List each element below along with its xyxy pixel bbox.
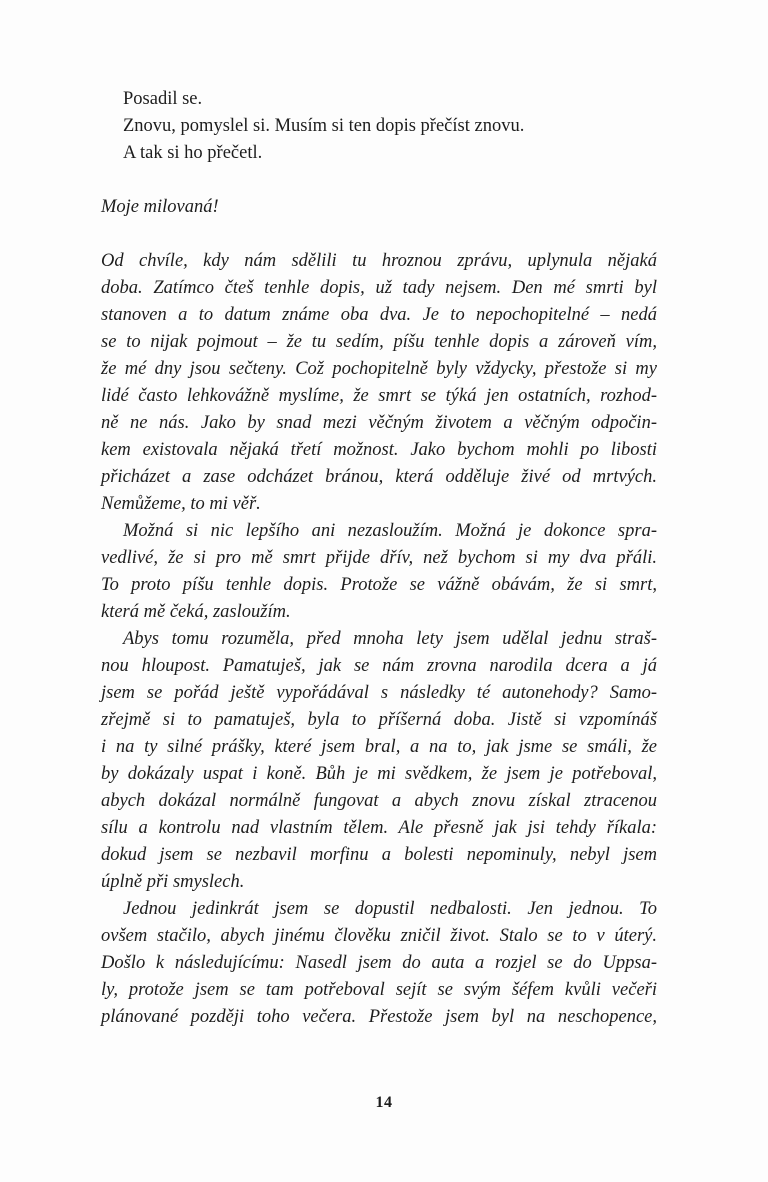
letter-line: se to nijak pojmout – že tu sedím, píšu tenhle dopis a zároveň vím, [101, 332, 657, 352]
letter-line: lidé často lehkovážně myslíme, že smrt se týká jen ostatních, rozhod- [101, 386, 657, 406]
letter-line: To proto píšu tenhle dopis. Protože se vážně obávám, že si smrt, [101, 575, 657, 595]
letter-line: by dokázaly uspat i koně. Bůh je mi svědkem, že jsem je potřeboval, [101, 764, 657, 784]
letter-line: Abys tomu rozuměla, před mnoha lety jsem udělal jednu straš- [123, 629, 657, 649]
letter-line: Došlo k následujícímu: Nasedl jsem do auta a rozjel se do Uppsa- [101, 953, 657, 973]
blank-line [101, 167, 657, 194]
letter-line: Možná si nic lepšího ani nezasloužím. Možná je dokonce spra- [123, 521, 657, 541]
letter-line: kem existovala nějaká třetí možnost. Jako bychom mohli po libosti [101, 440, 657, 460]
letter-line: ly, protože jsem se tam potřeboval sejít se svým šéfem kvůli večeři [101, 980, 657, 1000]
letter-line: vedlivé, že si pro mě smrt přijde dřív, než bychom si my dva přáli. [101, 548, 657, 568]
letter-line: Nemůžeme, to mi věř. [101, 494, 261, 514]
letter-body [101, 248, 657, 1031]
letter-line: doba. Zatímco čteš tenhle dopis, už tady nejsem. Den mé smrti byl [101, 278, 657, 298]
text-block [101, 86, 657, 1031]
letter-paragraph [101, 518, 657, 626]
narration-line: Posadil se. [123, 89, 203, 109]
letter-line: ně ne nás. Jako by snad mezi věčným životem a věčným odpočin- [101, 413, 657, 433]
letter-salutation: Moje milovaná! [101, 197, 219, 217]
letter-line: sílu a kontrolu nad vlastním tělem. Ale přesně jak jsi tehdy říkala: [101, 818, 657, 838]
letter-line: zřejmě si to pamatuješ, byla to příšerná doba. Jistě si vzpomínáš [101, 710, 657, 730]
page-number: 14 [375, 1094, 393, 1111]
letter-paragraph [101, 248, 657, 518]
letter-line: i na ty silné prášky, které jsem bral, a na to, jak jsme se smáli, že [101, 737, 657, 757]
letter-line: Jednou jedinkrát jsem se dopustil nedbalosti. Jen jednou. To [123, 899, 657, 919]
narration-line: Znovu, pomyslel si. Musím si ten dopis přečíst znovu. [123, 116, 525, 136]
letter-paragraph [101, 626, 657, 896]
narration-line: A tak si ho přečetl. [123, 143, 263, 163]
letter-line: že mé dny jsou sečteny. Což pochopitelně byly vždycky, přestože si my [101, 359, 657, 379]
letter-line: Od chvíle, kdy nám sdělili tu hroznou zprávu, uplynula nějaká [101, 251, 657, 271]
letter-line: která mě čeká, zasloužím. [101, 602, 291, 622]
letter-line: abych dokázal normálně fungovat a abych znovu získal ztracenou [101, 791, 657, 811]
letter-line: dokud jsem se nezbavil morfinu a bolesti nepominuly, nebyl jsem [101, 845, 657, 865]
letter-line: přicházet a zase odcházet bránou, která odděluje živé od mrtvých. [101, 467, 657, 487]
letter-line: ovšem stačilo, abych jinému člověku zničil život. Stalo se to v úterý. [101, 926, 657, 946]
letter-line: jsem se pořád ještě vypořádával s následky té autonehody? Samo- [101, 683, 657, 703]
letter-paragraph [101, 896, 657, 1031]
blank-line [101, 221, 657, 248]
letter-line: stanoven a to datum známe oba dva. Je to nepochopitelné – nedá [101, 305, 657, 325]
letter-line: nou hloupost. Pamatuješ, jak se nám zrovna narodila dcera a já [101, 656, 657, 676]
letter-line: úplně při smyslech. [101, 872, 245, 892]
narration-section [101, 86, 657, 167]
letter-line: plánované později toho večera. Přestože jsem byl na neschopence, [101, 1007, 657, 1027]
